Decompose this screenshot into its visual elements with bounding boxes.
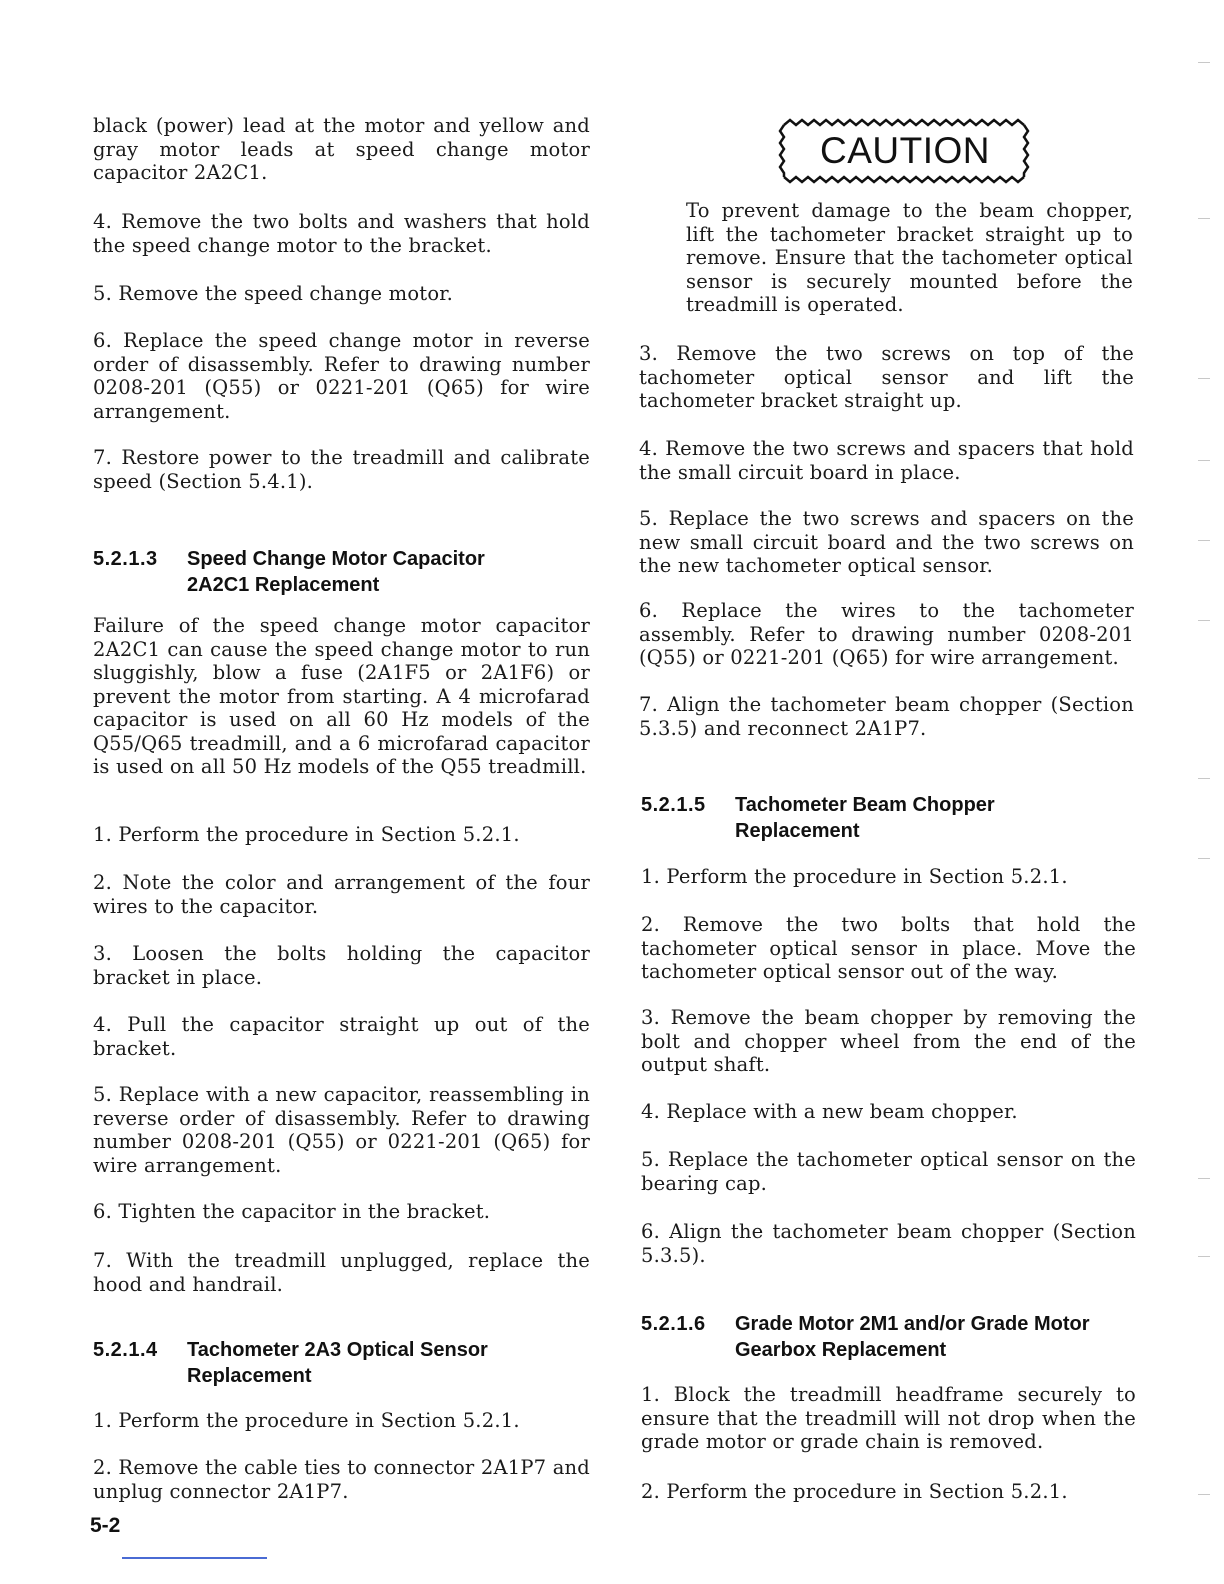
step-4: 4. Remove the two screws and spacers that hold the small circuit board in place. <box>639 437 1134 484</box>
step-6: 6. Align the tachometer beam chopper (Section 5.3.5). <box>641 1220 1136 1267</box>
scan-mark <box>1198 62 1210 63</box>
step-5: 5. Replace the tachometer optical sensor on the bearing cap. <box>641 1148 1136 1195</box>
caution-label: CAUTION <box>820 130 990 171</box>
scan-mark <box>1198 1494 1210 1495</box>
scan-mark <box>1198 858 1210 859</box>
scan-mark <box>1198 1178 1210 1179</box>
scan-mark <box>1198 778 1210 779</box>
step-5: 5. Remove the speed change motor. <box>93 282 454 305</box>
step-2: 2. Remove the cable ties to connector 2A1P7 and unplug connector 2A1P7. <box>93 1456 590 1503</box>
section-heading-5-2-1-6 <box>641 1311 1141 1363</box>
step-7: 7. With the treadmill unplugged, replace the hood and handrail. <box>93 1249 590 1296</box>
section-heading-5-2-1-4 <box>93 1337 593 1389</box>
step-2: 2. Remove the two bolts that hold the tachometer optical sensor in place. Move the tachometer optical sensor out of the way. <box>641 913 1136 983</box>
section-title-line2: Replacement <box>187 1365 312 1387</box>
section-title-line1: Grade Motor 2M1 and/or Grade Motor <box>735 1313 1090 1335</box>
section-number: 5.2.1.5 <box>641 794 706 816</box>
step-1: 1. Block the treadmill headframe securely to ensure that the treadmill will not drop when the grade motor or grade chain is removed. <box>641 1383 1136 1453</box>
step-2: 2. Perform the procedure in Section 5.2.1. <box>641 1480 1068 1503</box>
section-number: 5.2.1.6 <box>641 1313 706 1335</box>
section-heading-5-2-1-5 <box>641 792 1141 844</box>
caution-banner <box>778 117 1032 185</box>
step-6: 6. Replace the speed change motor in reverse order of disassembly. Refer to drawing number 0208-201 (Q55) or 0221-201 (Q65) for wire arrangement. <box>93 329 590 423</box>
section-title-line1: Tachometer 2A3 Optical Sensor <box>187 1339 488 1361</box>
section-title-line1: Speed Change Motor Capacitor <box>187 548 485 570</box>
step-3: 3. Loosen the bolts holding the capacitor bracket in place. <box>93 942 590 989</box>
scan-mark <box>1198 620 1210 621</box>
step-4: 4. Replace with a new beam chopper. <box>641 1100 1018 1123</box>
step-7: 7. Align the tachometer beam chopper (Section 5.3.5) and reconnect 2A1P7. <box>639 693 1134 740</box>
section-title-line2: Gearbox Replacement <box>735 1339 947 1361</box>
caution-text: To prevent damage to the beam chopper, lift the tachometer bracket straight up to remove. Ensure that the tachometer optical sensor is securely mounted before the treadmill is operated. <box>686 199 1133 316</box>
scan-mark <box>1198 540 1210 541</box>
section-title-line1: Tachometer Beam Chopper <box>735 794 995 816</box>
paragraph-continued: black (power) lead at the motor and yellow and gray motor leads at speed change motor capacitor 2A2C1. <box>93 114 590 184</box>
footer-rule <box>122 1557 267 1559</box>
step-5: 5. Replace with a new capacitor, reassembling in reverse order of disassembly. Refer to drawing number 0208-201 (Q55) or 0221-201 (Q65) for wire arrangement. <box>93 1083 590 1177</box>
step-7: 7. Restore power to the treadmill and calibrate speed (Section 5.4.1). <box>93 446 590 493</box>
section-title-line2: 2A2C1 Replacement <box>187 574 380 596</box>
section-intro: Failure of the speed change motor capacitor 2A2C1 can cause the speed change motor to run sluggishly, blow a fuse (2A1F5 or 2A1F6) or prevent the motor from starting. A 4 microfarad capacitor is used on all 60 Hz models of the Q55/Q65 treadmill, and a 6 microfarad capacitor is used on all 50 Hz models of the Q55 treadmill. <box>93 614 590 778</box>
step-5: 5. Replace the two screws and spacers on the new small circuit board and the two screws on the new tachometer optical sensor. <box>639 507 1134 577</box>
section-heading-5-2-1-3 <box>93 546 593 598</box>
scan-mark <box>1198 378 1210 379</box>
step-4: 4. Remove the two bolts and washers that hold the speed change motor to the bracket. <box>93 210 590 257</box>
section-number: 5.2.1.3 <box>93 548 158 570</box>
scan-mark <box>1198 460 1210 461</box>
step-3: 3. Remove the beam chopper by removing the bolt and chopper wheel from the end of the output shaft. <box>641 1006 1136 1076</box>
step-1: 1. Perform the procedure in Section 5.2.1. <box>641 865 1068 888</box>
section-number: 5.2.1.4 <box>93 1339 158 1361</box>
step-6: 6. Replace the wires to the tachometer assembly. Refer to drawing number 0208-201 (Q55) or 0221-201 (Q65) for wire arrangement. <box>639 599 1134 669</box>
scan-mark <box>1198 218 1210 219</box>
step-2: 2. Note the color and arrangement of the four wires to the capacitor. <box>93 871 590 918</box>
step-6: 6. Tighten the capacitor in the bracket. <box>93 1200 491 1223</box>
step-4: 4. Pull the capacitor straight up out of the bracket. <box>93 1013 590 1060</box>
step-3: 3. Remove the two screws on top of the tachometer optical sensor and lift the tachometer bracket straight up. <box>639 342 1134 412</box>
scan-mark <box>1198 1256 1210 1257</box>
step-1: 1. Perform the procedure in Section 5.2.1. <box>93 823 520 846</box>
step-1: 1. Perform the procedure in Section 5.2.1. <box>93 1409 520 1432</box>
section-title-line2: Replacement <box>735 820 860 842</box>
page-number: 5-2 <box>90 1514 121 1537</box>
